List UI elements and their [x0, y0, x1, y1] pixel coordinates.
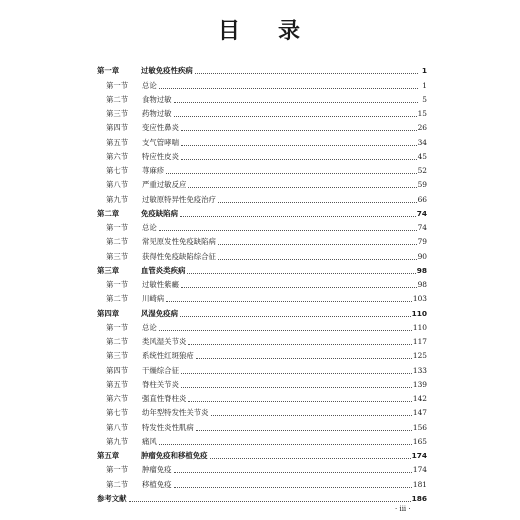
page-title — [0, 14, 520, 45]
dot-leader — [195, 67, 418, 74]
toc-page-number: 133 — [412, 365, 427, 375]
dot-leader — [180, 210, 416, 217]
dot-leader — [159, 224, 417, 231]
toc-entry-title: 支气管哮喘 — [142, 137, 179, 147]
toc-page-number: 165 — [412, 436, 427, 446]
title-char: 目 — [217, 19, 242, 44]
toc-entry-title: 免疫缺陷病 — [141, 208, 178, 218]
toc-page-number: 1 — [421, 66, 427, 76]
toc-entry-number: 第六节 — [106, 151, 129, 161]
toc-page-number: 139 — [412, 379, 427, 389]
toc-chapter-row[interactable] — [97, 261, 427, 275]
toc-entry-number: 第三节 — [106, 109, 129, 118]
toc-entry-title: 幼年型特发性关节炎 — [142, 408, 209, 418]
toc-section-row[interactable] — [97, 432, 427, 446]
toc-entry-number: 第七节 — [106, 408, 129, 418]
toc-page-number: 45 — [417, 151, 427, 161]
toc-entry-title: 强直性脊柱炎 — [142, 394, 187, 403]
dot-leader — [174, 96, 418, 103]
toc-page-number: 79 — [417, 237, 427, 247]
toc-entry-number: 第一节 — [106, 465, 129, 475]
toc-entry-number: 第六节 — [106, 394, 129, 403]
toc-entry-number: 第八节 — [106, 180, 129, 190]
toc-entry-number: 第二节 — [106, 337, 129, 346]
dot-leader — [188, 395, 412, 402]
toc-section-row[interactable] — [97, 90, 427, 104]
dot-leader — [159, 324, 412, 331]
toc-entry-number: 第一节 — [106, 322, 129, 332]
toc-page-number: 74 — [416, 208, 427, 218]
toc-section-row[interactable] — [97, 189, 427, 203]
toc-entry-title: 食物过敏 — [142, 94, 172, 104]
toc-section-row[interactable] — [97, 289, 427, 303]
toc-page-number: 34 — [417, 137, 427, 147]
dot-leader — [196, 424, 412, 431]
toc-section-row[interactable] — [97, 147, 427, 161]
toc-section-row[interactable] — [97, 332, 427, 346]
toc-entry-title: 风湿免疫病 — [141, 308, 178, 318]
toc-entry-number: 第一章 — [97, 66, 120, 76]
dot-leader — [218, 253, 417, 260]
toc-entry-title: 特发性炎性肌病 — [142, 422, 194, 432]
toc-entry-title: 参考文献 — [97, 493, 127, 503]
toc-entry-number: 第三节 — [106, 251, 129, 261]
toc-section-row[interactable] — [97, 417, 427, 431]
toc-section-row[interactable] — [97, 246, 427, 260]
toc-entry-title: 过敏原特异性免疫治疗 — [142, 194, 216, 204]
toc-entry-number: 第一节 — [106, 280, 129, 289]
dot-leader — [181, 367, 412, 374]
toc-entry-number: 第九节 — [106, 436, 129, 446]
toc-entry-number: 第三节 — [106, 351, 129, 361]
toc-entry-number: 第五节 — [106, 137, 129, 147]
toc-section-row[interactable] — [97, 318, 427, 332]
toc-section-row[interactable] — [97, 346, 427, 360]
toc-chapter-row[interactable] — [97, 61, 427, 75]
toc-entry-title: 痛风 — [142, 436, 157, 446]
toc-chapter-row[interactable] — [97, 303, 427, 317]
toc-section-row[interactable] — [97, 403, 427, 417]
toc-section-row[interactable] — [97, 474, 427, 488]
toc-page-number: 181 — [412, 479, 427, 489]
toc-entry-title: 总论 — [142, 223, 157, 232]
dot-leader — [211, 409, 412, 416]
toc-entry-number: 第四章 — [97, 308, 120, 318]
toc-entry-title: 脊柱关节炎 — [142, 379, 179, 389]
toc-page-number: 98 — [417, 280, 427, 289]
toc-page-number: 15 — [417, 109, 427, 118]
dot-leader — [188, 181, 416, 188]
toc-entry-title: 移植免疫 — [142, 479, 172, 489]
toc-section-row[interactable] — [97, 360, 427, 374]
dot-leader — [174, 466, 412, 473]
toc-section-row[interactable] — [97, 460, 427, 474]
toc-entry-title: 系统性红斑狼疮 — [142, 351, 194, 361]
toc-page-number: 98 — [416, 265, 427, 275]
toc-entry-title: 总论 — [142, 322, 157, 332]
toc-page-number: 59 — [417, 180, 427, 190]
toc-section-row[interactable] — [97, 375, 427, 389]
toc-chapter-row[interactable] — [97, 204, 427, 218]
toc-section-row[interactable] — [97, 275, 427, 289]
toc-page-number: 110 — [411, 308, 427, 318]
dot-leader — [174, 481, 412, 488]
toc-section-row[interactable] — [97, 161, 427, 175]
toc-entry-number: 第三章 — [97, 265, 120, 275]
dot-leader — [181, 153, 417, 160]
toc-entry-number: 第二节 — [106, 479, 129, 489]
toc-page-number: 103 — [412, 294, 427, 304]
toc-entry-number: 第二节 — [106, 294, 129, 304]
toc-page-number: 125 — [412, 351, 427, 361]
toc-entry-number: 第七节 — [106, 166, 129, 175]
toc-section-row[interactable] — [97, 118, 427, 132]
toc-page-number: 186 — [411, 493, 427, 503]
toc-chapter-row[interactable] — [97, 446, 427, 460]
toc-entry-title: 常见原发性免疫缺陷病 — [142, 237, 216, 247]
toc-entry-number: 第五章 — [97, 451, 120, 460]
page-number: · iii · — [395, 505, 411, 513]
toc-entry-title: 获得性免疫缺陷综合征 — [142, 251, 216, 261]
dot-leader — [218, 196, 417, 203]
toc-entry-number: 第九节 — [106, 194, 129, 204]
toc-section-row[interactable] — [97, 232, 427, 246]
toc-entry-number: 第八节 — [106, 422, 129, 432]
dot-leader — [210, 452, 411, 459]
table-of-contents — [97, 61, 427, 503]
toc-entry-title: 药物过敏 — [142, 109, 172, 118]
toc-entry-number: 第二章 — [97, 208, 120, 218]
toc-page-number: 74 — [417, 223, 427, 232]
toc-entry-number: 第五节 — [106, 379, 129, 389]
toc-page-number: 174 — [411, 451, 427, 460]
dot-leader — [129, 495, 411, 502]
dot-leader — [159, 82, 418, 89]
toc-entry-number: 第一节 — [106, 223, 129, 232]
toc-entry-number: 第二节 — [106, 237, 129, 247]
toc-entry-number: 第一节 — [106, 80, 129, 90]
toc-page-number: 110 — [412, 322, 427, 332]
toc-page-number: 174 — [412, 465, 427, 475]
dot-leader — [166, 295, 412, 302]
toc-references-row[interactable] — [97, 489, 427, 503]
toc-entry-title: 严重过敏反应 — [142, 180, 187, 190]
toc-section-row[interactable] — [97, 132, 427, 146]
dot-leader — [218, 238, 417, 245]
dot-leader — [174, 110, 417, 117]
dot-leader — [180, 310, 411, 317]
toc-entry-title: 类风湿关节炎 — [142, 337, 187, 346]
toc-page-number: 5 — [422, 94, 427, 104]
toc-section-row[interactable] — [97, 104, 427, 118]
dot-leader — [196, 352, 412, 359]
toc-page-number: 52 — [417, 166, 427, 175]
dot-leader — [181, 139, 417, 146]
toc-page-number: 117 — [412, 337, 427, 346]
toc-entry-title: 川崎病 — [142, 294, 165, 304]
dot-leader — [166, 167, 416, 174]
dot-leader — [181, 124, 417, 131]
toc-section-row[interactable] — [97, 175, 427, 189]
toc-entry-number: 第二节 — [106, 94, 129, 104]
toc-entry-number: 第四节 — [106, 365, 129, 375]
toc-entry-title: 总论 — [142, 80, 157, 90]
toc-section-row[interactable] — [97, 75, 427, 89]
toc-entry-title: 过敏免疫性疾病 — [141, 66, 193, 76]
title-char: 录 — [278, 19, 303, 44]
toc-page-number: 147 — [412, 408, 427, 418]
toc-page-number: 66 — [417, 194, 427, 204]
toc-page-number: 156 — [412, 422, 427, 432]
toc-section-row[interactable] — [97, 218, 427, 232]
toc-entry-title: 荨麻疹 — [142, 166, 165, 175]
toc-page-number: 1 — [422, 80, 427, 90]
toc-entry-title: 特应性皮炎 — [142, 151, 179, 161]
toc-page-number: 26 — [417, 123, 427, 133]
toc-entry-title: 血管炎类疾病 — [141, 265, 186, 275]
dot-leader — [188, 338, 412, 345]
dot-leader — [159, 438, 412, 445]
dot-leader — [181, 381, 412, 388]
toc-entry-number: 第四节 — [106, 123, 129, 133]
toc-section-row[interactable] — [97, 389, 427, 403]
toc-entry-title: 肿瘤免疫和移植免疫 — [141, 451, 208, 460]
toc-entry-title: 肿瘤免疫 — [142, 465, 172, 475]
toc-page-number: 90 — [417, 251, 427, 261]
dot-leader — [181, 281, 417, 288]
dot-leader — [187, 267, 415, 274]
toc-page-number: 142 — [412, 394, 427, 403]
toc-entry-title: 过敏性紫癜 — [142, 280, 179, 289]
toc-entry-title: 干燥综合征 — [142, 365, 179, 375]
toc-entry-title: 变应性鼻炎 — [142, 123, 179, 133]
